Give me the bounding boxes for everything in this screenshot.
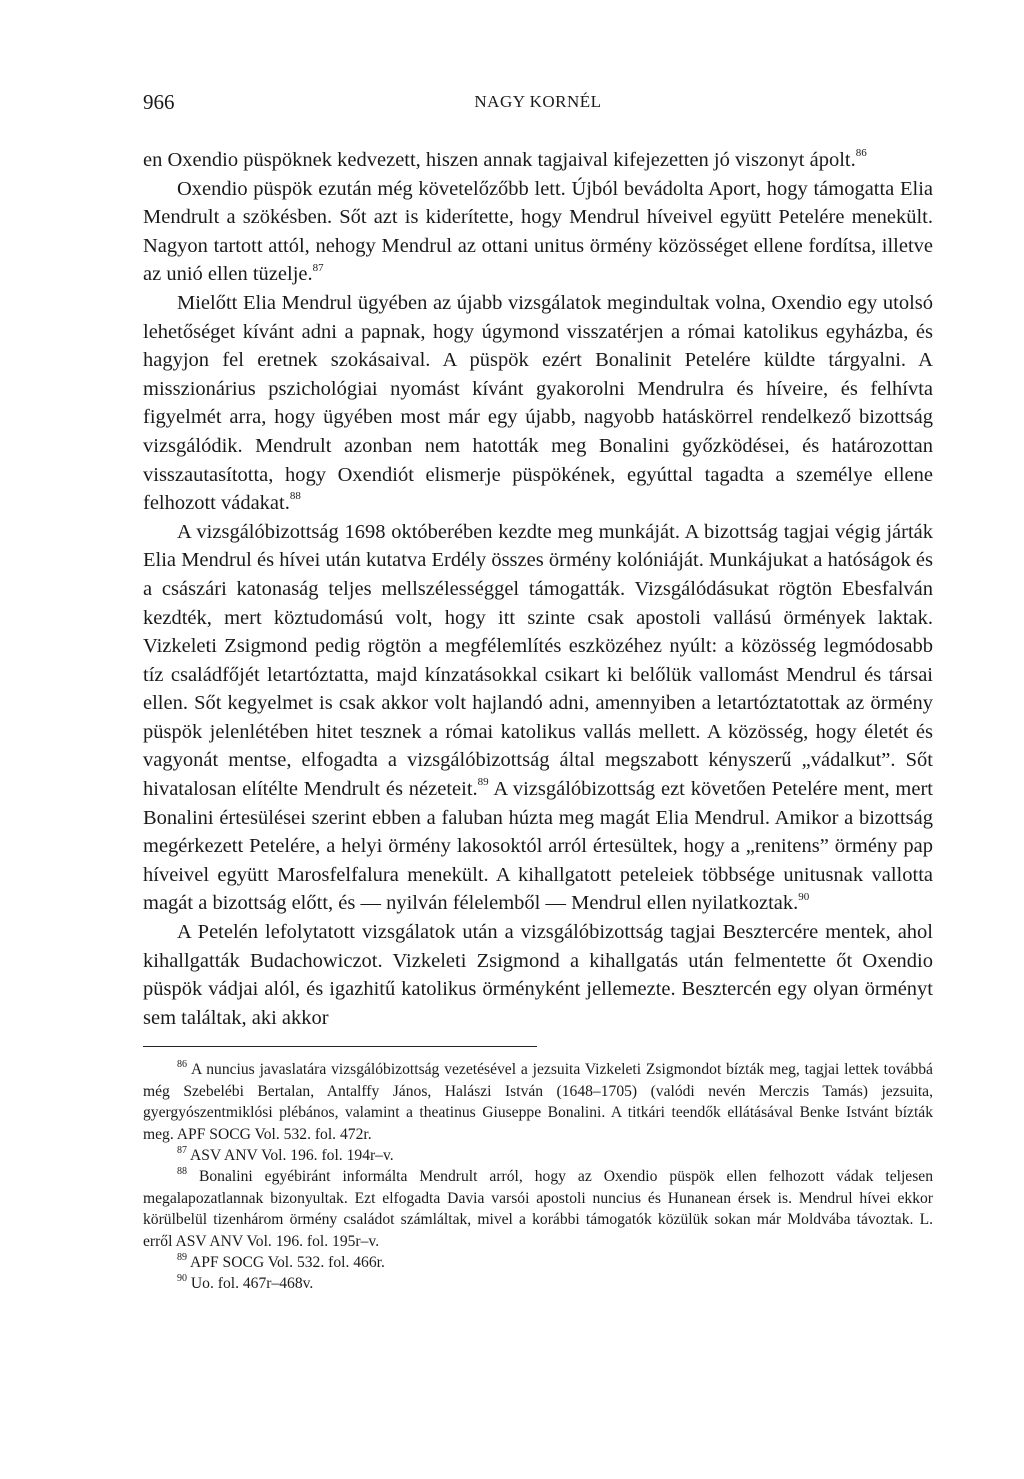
page-number: 966 — [143, 90, 175, 114]
running-head: NAGY KORNÉL — [474, 92, 602, 111]
paragraph-1-text: en Oxendio püspöknek kedvezett, hiszen annak tagjaival kifejezetten jó viszonyt ápolt. — [143, 149, 856, 171]
footnote-number: 89 — [177, 1251, 187, 1263]
footnote-ref-89[interactable]: 89 — [477, 776, 489, 789]
footnote-90 — [143, 1273, 933, 1294]
paragraph-3 — [143, 289, 933, 518]
footnote-number: 88 — [177, 1166, 187, 1178]
book-page — [143, 90, 933, 1295]
paragraph-2-text: Oxendio püspök ezután még követelőzőbb lett. Újból bevádolta Aport, hogy támogatta Elia Mendrult a szökésben. Sőt azt is kiderítette, hogy Mendrul híveivel együtt Petelére menekült. Nagyon tartott attól, nehogy Mendrul az ottani unitus örmény közösséget ellene fordítsa, illetve az unió ellen tüzelje. — [143, 177, 933, 286]
paragraph-1 — [143, 146, 933, 175]
paragraph-4-text-a: A vizsgálóbizottság 1698 októberében kezdte meg munkáját. A bizottság tagjai végig járták Elia Mendrul és hívei után kutatva Erdély összes örmény kolóniáját. Munkájukat a hatóságok és a császári katonaság teljes mellszélességgel támogatták. Vizsgálódásukat rögtön Ebesfalván kezdték, mert köztudomású volt, hogy itt szinte csak apostoli vallású örmények laktak. Vizkeleti Zsigmond pedig rögtön a megfélemlítés eszközéhez nyúlt: a közösség legmódosabb tíz családfőjét letartóztatta, majd kínzatásokkal csikart ki belőlük vallomást Mendrul és társai ellen. Sőt kegyelmet is csak akkor volt hajlandó adni, amennyiben a letartóztatottak az örmény püspök jelenlétében hitet tesznek a római katolikus vallás mellett. A közösség, hogy életét és vagyonát mentse, elfogadta a vizsgálóbizottság által megszabott kényszerű „vádalkut”. Sőt hivatalosan elítélte Mendrult és nézeteit. — [143, 520, 933, 801]
footnote-ref-87[interactable]: 87 — [312, 261, 324, 274]
footnote-ref-88[interactable]: 88 — [289, 490, 301, 503]
footnote-number: 86 — [177, 1059, 187, 1071]
paragraph-4 — [143, 518, 933, 918]
footnote-87 — [143, 1145, 933, 1166]
body-text — [143, 146, 933, 1032]
footnote-88 — [143, 1166, 933, 1252]
paragraph-2 — [143, 175, 933, 289]
footnote-ref-86[interactable]: 86 — [855, 147, 867, 160]
footnote-text: A nuncius javaslatára vizsgálóbizottság vezetésével a jezsuita Vizkeleti Zsigmondot bízták meg, tagjai lettek továbbá még Szebelébi Bertalan, Antalffy János, Halászi István (1648–1705) (valódi nevén Merczis Tamás) jezsuita, gyergyószentmiklósi plébános, valamint a theatinus Giuseppe Bonalini. A titkári teendők ellátásával Benke Istvánt bízták meg. APF SOCG Vol. 532. fol. 472r. — [143, 1061, 933, 1143]
footnote-divider — [143, 1046, 537, 1047]
footnote-text: Uo. fol. 467r–468v. — [190, 1275, 314, 1293]
footnotes — [143, 1059, 933, 1294]
paragraph-3-text: Mielőtt Elia Mendrul ügyében az újabb vizsgálatok megindultak volna, Oxendio egy utolsó lehetőséget kívánt adni a papnak, hogy úgymond visszatérjen a római katolikus egyházba, és hagyjon fel eretnek szokásaival. A püspök ezért Bonalinit Petelére küldte tárgyalni. A misszionárius pszichológiai nyomást kívánt gyakorolni Mendrulra és híveire, és felhívta figyelmét arra, hogy ügyében most már egy újabb, nagyobb hatáskörrel rendelkező bizottság vizsgálódik. Mendrult azonban nem hatották meg Bonalini győzködései, és határozottan visszautasította, hogy Oxendiót elismerje püspökének, egyúttal tagadta a személye ellene felhozott vádakat. — [143, 291, 933, 515]
paragraph-5 — [143, 918, 933, 1032]
footnote-ref-90[interactable]: 90 — [798, 890, 810, 903]
footnote-text: APF SOCG Vol. 532. fol. 466r. — [190, 1254, 385, 1272]
footnote-number: 90 — [177, 1273, 187, 1285]
footnote-text: Bonalini egyébiránt informálta Mendrult arról, hogy az Oxendio püspök ellen felhozott vádak teljesen megalapozatlannak bizonyultak. Ezt elfogadta Davia varsói apostoli nuncius és Hunanean érsek is. Mendrul hívei ekkor körülbelül tizenhárom örmény családot számláltak, mivel a korábbi támogatók közülük sokan már Moldvába távoztak. L. erről ASV ANV Vol. 196. fol. 195r–v. — [143, 1168, 933, 1250]
paragraph-5-text: A Petelén lefolytatott vizsgálatok után a vizsgálóbizottság tagjai Besztercére mentek, ahol kihallgatták Budachowiczot. Vizkeleti Zsigmond a kihallgatás után felmentette őt Oxendio püspök vádjai alól, és igazhitű katolikus örményként jellemezte. Besztercén egy olyan örményt sem találtak, aki akkor — [143, 921, 933, 1029]
paragraph-4-text-b: A vizsgálóbizottság ezt követően Petelére ment, mert Bonalini értesülései szerint ebben a faluban húzta meg magát Elia Mendrul. Amikor a bizottság megérkezett Petelére, a helyi örmény lakosoktól arról értesültek, hogy a „renitens” örmény pap híveivel együtt Marosfelfalura menekült. A kihallgatott peteleiek többsége unitusnak vallotta magát a bizottság előtt, és — nyilván félelemből — Mendrul ellen nyilatkoztak. — [143, 778, 933, 915]
footnote-86 — [143, 1059, 933, 1145]
page-header — [143, 90, 933, 130]
footnote-text: ASV ANV Vol. 196. fol. 194r–v. — [190, 1147, 394, 1165]
footnote-number: 87 — [177, 1144, 187, 1156]
footnote-89 — [143, 1252, 933, 1273]
